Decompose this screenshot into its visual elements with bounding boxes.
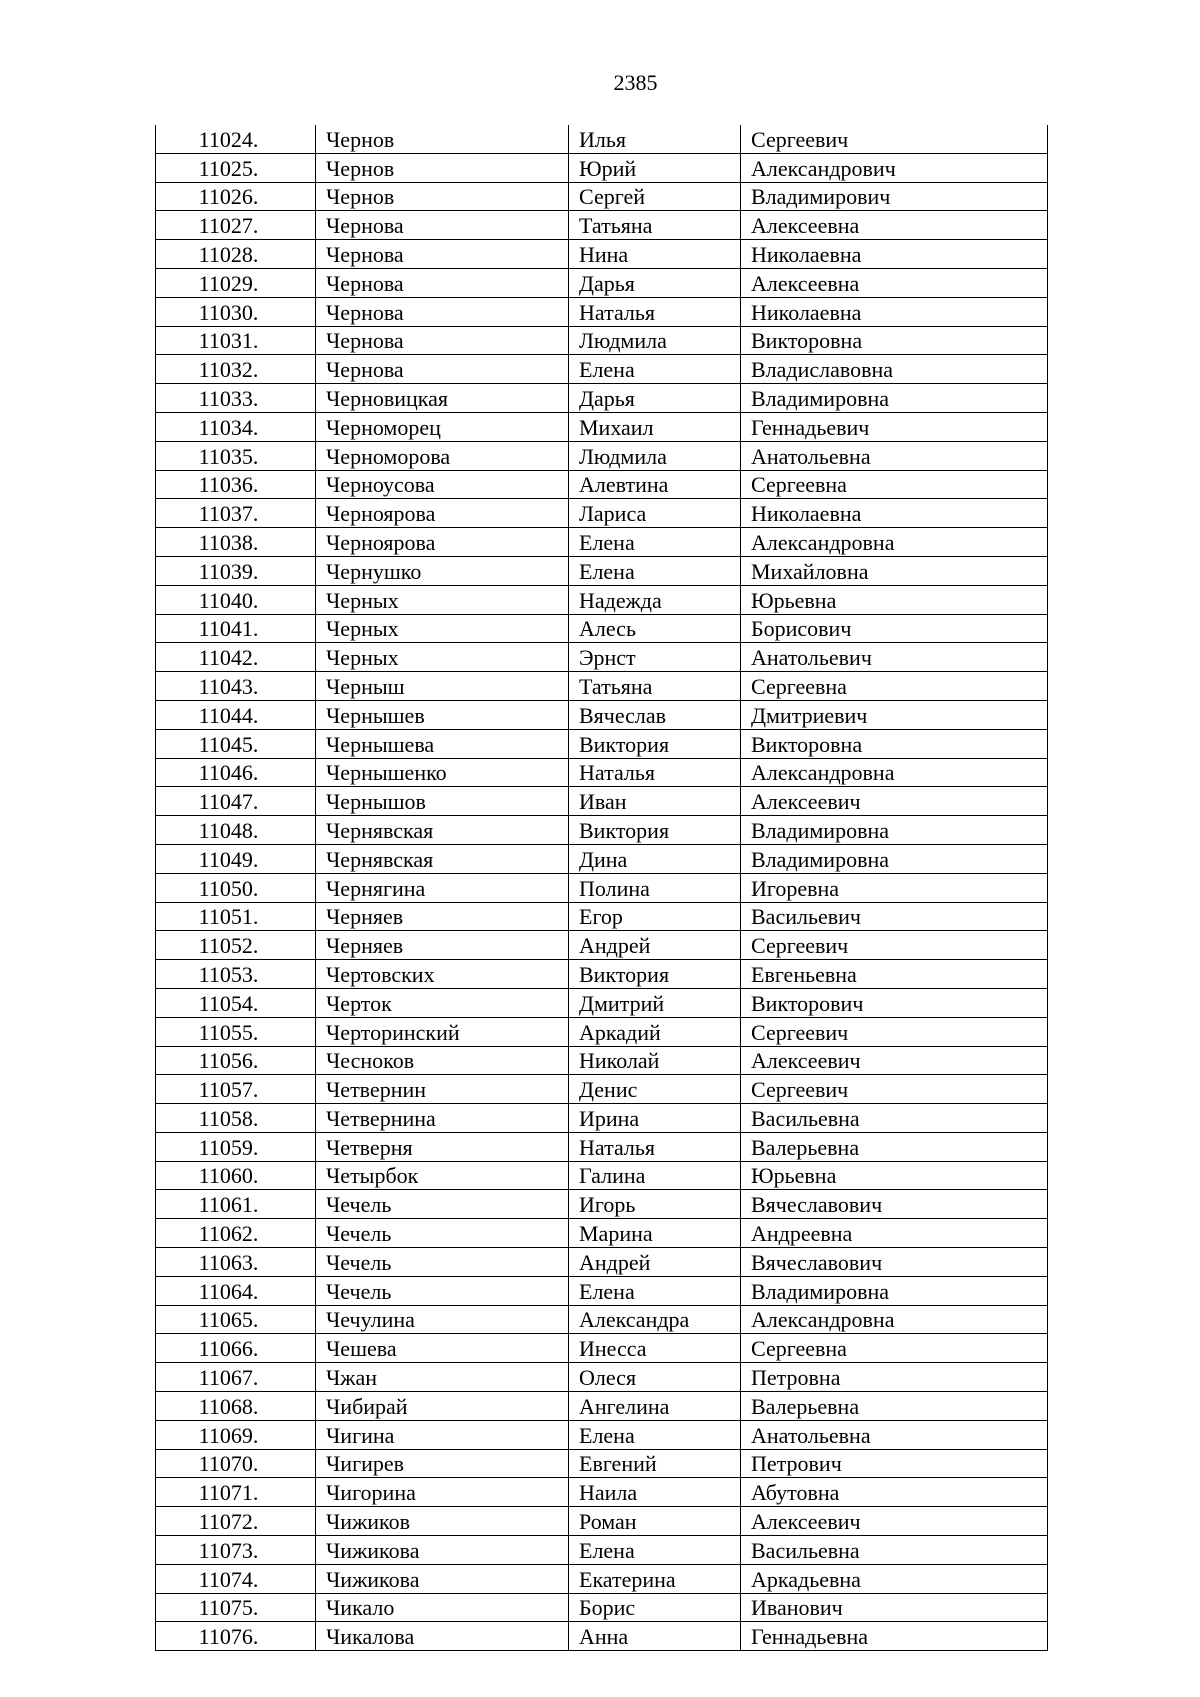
patronymic-cell: Алексеевич xyxy=(741,1507,1048,1536)
entry-number-cell: 11067. xyxy=(156,1363,316,1392)
last-name-cell: Чижикова xyxy=(316,1564,569,1593)
last-name-cell: Чесноков xyxy=(316,1046,569,1075)
entry-number-cell: 11071. xyxy=(156,1478,316,1507)
first-name-cell: Сергей xyxy=(569,182,741,211)
entry-number-cell: 11052. xyxy=(156,931,316,960)
first-name-cell: Евгений xyxy=(569,1449,741,1478)
first-name-cell: Наталья xyxy=(569,758,741,787)
entry-number-cell: 11057. xyxy=(156,1075,316,1104)
last-name-cell: Чигина xyxy=(316,1420,569,1449)
first-name-cell: Ангелина xyxy=(569,1392,741,1421)
entry-number-cell: 11024. xyxy=(156,125,316,153)
last-name-cell: Чернышева xyxy=(316,729,569,758)
first-name-cell: Алевтина xyxy=(569,470,741,499)
first-name-cell: Андрей xyxy=(569,1248,741,1277)
patronymic-cell: Анатольевич xyxy=(741,643,1048,672)
first-name-cell: Анна xyxy=(569,1622,741,1651)
last-name-cell: Чернягина xyxy=(316,873,569,902)
last-name-cell: Черновицкая xyxy=(316,384,569,413)
patronymic-cell: Васильевна xyxy=(741,1104,1048,1133)
last-name-cell: Черторинский xyxy=(316,1017,569,1046)
patronymic-cell: Вячеславович xyxy=(741,1190,1048,1219)
last-name-cell: Чибирай xyxy=(316,1392,569,1421)
last-name-cell: Чернова xyxy=(316,297,569,326)
last-name-cell: Черноморец xyxy=(316,412,569,441)
patronymic-cell: Сергеевна xyxy=(741,470,1048,499)
first-name-cell: Иван xyxy=(569,787,741,816)
patronymic-cell: Петрович xyxy=(741,1449,1048,1478)
first-name-cell: Татьяна xyxy=(569,211,741,240)
table-row xyxy=(156,211,1048,240)
first-name-cell: Михаил xyxy=(569,412,741,441)
first-name-cell: Денис xyxy=(569,1075,741,1104)
table-row xyxy=(156,384,1048,413)
table-body xyxy=(156,125,1048,1651)
entry-number-cell: 11051. xyxy=(156,902,316,931)
entry-number-cell: 11042. xyxy=(156,643,316,672)
last-name-cell: Чертовских xyxy=(316,960,569,989)
entry-number-cell: 11031. xyxy=(156,326,316,355)
table-row xyxy=(156,1420,1048,1449)
first-name-cell: Виктория xyxy=(569,816,741,845)
patronymic-cell: Александровна xyxy=(741,1305,1048,1334)
entry-number-cell: 11074. xyxy=(156,1564,316,1593)
last-name-cell: Черноярова xyxy=(316,499,569,528)
table-row xyxy=(156,902,1048,931)
patronymic-cell: Игоревна xyxy=(741,873,1048,902)
last-name-cell: Чжан xyxy=(316,1363,569,1392)
first-name-cell: Елена xyxy=(569,556,741,585)
first-name-cell: Наталья xyxy=(569,1132,741,1161)
first-name-cell: Екатерина xyxy=(569,1564,741,1593)
table-row xyxy=(156,787,1048,816)
patronymic-cell: Николаевна xyxy=(741,240,1048,269)
table-row xyxy=(156,758,1048,787)
first-name-cell: Елена xyxy=(569,1420,741,1449)
last-name-cell: Чечулина xyxy=(316,1305,569,1334)
entry-number-cell: 11039. xyxy=(156,556,316,585)
first-name-cell: Эрнст xyxy=(569,643,741,672)
table-row xyxy=(156,585,1048,614)
first-name-cell: Елена xyxy=(569,1536,741,1565)
table-row xyxy=(156,1593,1048,1622)
entry-number-cell: 11059. xyxy=(156,1132,316,1161)
first-name-cell: Борис xyxy=(569,1593,741,1622)
table-row xyxy=(156,1276,1048,1305)
patronymic-cell: Анатольевна xyxy=(741,441,1048,470)
entry-number-cell: 11069. xyxy=(156,1420,316,1449)
last-name-cell: Чечель xyxy=(316,1190,569,1219)
patronymic-cell: Алексеевна xyxy=(741,268,1048,297)
last-name-cell: Чечель xyxy=(316,1219,569,1248)
last-name-cell: Четверня xyxy=(316,1132,569,1161)
patronymic-cell: Викторовна xyxy=(741,326,1048,355)
last-name-cell: Черных xyxy=(316,585,569,614)
table-row xyxy=(156,470,1048,499)
first-name-cell: Елена xyxy=(569,355,741,384)
entry-number-cell: 11029. xyxy=(156,268,316,297)
entry-number-cell: 11072. xyxy=(156,1507,316,1536)
first-name-cell: Егор xyxy=(569,902,741,931)
patronymic-cell: Владимировна xyxy=(741,844,1048,873)
patronymic-cell: Александровна xyxy=(741,528,1048,557)
first-name-cell: Инесса xyxy=(569,1334,741,1363)
last-name-cell: Четвернин xyxy=(316,1075,569,1104)
table-row xyxy=(156,700,1048,729)
first-name-cell: Аркадий xyxy=(569,1017,741,1046)
entry-number-cell: 11058. xyxy=(156,1104,316,1133)
first-name-cell: Елена xyxy=(569,1276,741,1305)
last-name-cell: Чернова xyxy=(316,326,569,355)
patronymic-cell: Алексеевич xyxy=(741,1046,1048,1075)
last-name-cell: Чернова xyxy=(316,268,569,297)
patronymic-cell: Геннадьевна xyxy=(741,1622,1048,1651)
patronymic-cell: Александровна xyxy=(741,758,1048,787)
table-row xyxy=(156,240,1048,269)
first-name-cell: Игорь xyxy=(569,1190,741,1219)
table-row xyxy=(156,182,1048,211)
patronymic-cell: Анатольевна xyxy=(741,1420,1048,1449)
first-name-cell: Полина xyxy=(569,873,741,902)
patronymic-cell: Владимировна xyxy=(741,384,1048,413)
last-name-cell: Чижиков xyxy=(316,1507,569,1536)
last-name-cell: Черноусова xyxy=(316,470,569,499)
table-row xyxy=(156,556,1048,585)
first-name-cell: Дмитрий xyxy=(569,988,741,1017)
entry-number-cell: 11026. xyxy=(156,182,316,211)
patronymic-cell: Васильевич xyxy=(741,902,1048,931)
entry-number-cell: 11034. xyxy=(156,412,316,441)
last-name-cell: Чечель xyxy=(316,1248,569,1277)
table-row xyxy=(156,1075,1048,1104)
first-name-cell: Галина xyxy=(569,1161,741,1190)
first-name-cell: Алесь xyxy=(569,614,741,643)
entry-number-cell: 11038. xyxy=(156,528,316,557)
table-row xyxy=(156,614,1048,643)
last-name-cell: Чернышев xyxy=(316,700,569,729)
patronymic-cell: Петровна xyxy=(741,1363,1048,1392)
entry-number-cell: 11027. xyxy=(156,211,316,240)
entry-number-cell: 11062. xyxy=(156,1219,316,1248)
entry-number-cell: 11073. xyxy=(156,1536,316,1565)
patronymic-cell: Васильевна xyxy=(741,1536,1048,1565)
patronymic-cell: Валерьевна xyxy=(741,1392,1048,1421)
first-name-cell: Надежда xyxy=(569,585,741,614)
entry-number-cell: 11075. xyxy=(156,1593,316,1622)
patronymic-cell: Сергеевич xyxy=(741,931,1048,960)
patronymic-cell: Сергеевна xyxy=(741,672,1048,701)
patronymic-cell: Владимировна xyxy=(741,1276,1048,1305)
table-row xyxy=(156,1161,1048,1190)
first-name-cell: Людмила xyxy=(569,326,741,355)
last-name-cell: Чернов xyxy=(316,182,569,211)
last-name-cell: Чернова xyxy=(316,211,569,240)
table-row xyxy=(156,643,1048,672)
table-row xyxy=(156,1305,1048,1334)
last-name-cell: Чигорина xyxy=(316,1478,569,1507)
table-row xyxy=(156,1392,1048,1421)
patronymic-cell: Владимировна xyxy=(741,816,1048,845)
last-name-cell: Чернова xyxy=(316,240,569,269)
last-name-cell: Чернышенко xyxy=(316,758,569,787)
entry-number-cell: 11028. xyxy=(156,240,316,269)
patronymic-cell: Андреевна xyxy=(741,1219,1048,1248)
entry-number-cell: 11068. xyxy=(156,1392,316,1421)
table-row xyxy=(156,499,1048,528)
table-row xyxy=(156,528,1048,557)
last-name-cell: Чернышов xyxy=(316,787,569,816)
entry-number-cell: 11036. xyxy=(156,470,316,499)
entry-number-cell: 11037. xyxy=(156,499,316,528)
patronymic-cell: Геннадьевич xyxy=(741,412,1048,441)
first-name-cell: Роман xyxy=(569,1507,741,1536)
first-name-cell: Наила xyxy=(569,1478,741,1507)
last-name-cell: Чижикова xyxy=(316,1536,569,1565)
entry-number-cell: 11041. xyxy=(156,614,316,643)
table-row xyxy=(156,988,1048,1017)
first-name-cell: Марина xyxy=(569,1219,741,1248)
table-row xyxy=(156,816,1048,845)
entry-number-cell: 11033. xyxy=(156,384,316,413)
first-name-cell: Дарья xyxy=(569,268,741,297)
last-name-cell: Черныш xyxy=(316,672,569,701)
table-row xyxy=(156,873,1048,902)
entry-number-cell: 11043. xyxy=(156,672,316,701)
entry-number-cell: 11064. xyxy=(156,1276,316,1305)
first-name-cell: Александра xyxy=(569,1305,741,1334)
entry-number-cell: 11050. xyxy=(156,873,316,902)
first-name-cell: Татьяна xyxy=(569,672,741,701)
table-row xyxy=(156,1334,1048,1363)
entry-number-cell: 11054. xyxy=(156,988,316,1017)
first-name-cell: Виктория xyxy=(569,960,741,989)
entry-number-cell: 11046. xyxy=(156,758,316,787)
last-name-cell: Черток xyxy=(316,988,569,1017)
patronymic-cell: Владимирович xyxy=(741,182,1048,211)
entry-number-cell: 11030. xyxy=(156,297,316,326)
table-row xyxy=(156,1132,1048,1161)
first-name-cell: Дарья xyxy=(569,384,741,413)
last-name-cell: Чешева xyxy=(316,1334,569,1363)
patronymic-cell: Николаевна xyxy=(741,297,1048,326)
entry-number-cell: 11032. xyxy=(156,355,316,384)
table-row xyxy=(156,326,1048,355)
patronymic-cell: Владиславовна xyxy=(741,355,1048,384)
table-row xyxy=(156,1564,1048,1593)
table-row xyxy=(156,1219,1048,1248)
entry-number-cell: 11048. xyxy=(156,816,316,845)
table-row xyxy=(156,960,1048,989)
table-row xyxy=(156,1190,1048,1219)
patronymic-cell: Борисович xyxy=(741,614,1048,643)
table-row xyxy=(156,1104,1048,1133)
entry-number-cell: 11076. xyxy=(156,1622,316,1651)
entry-number-cell: 11063. xyxy=(156,1248,316,1277)
table-row xyxy=(156,125,1048,153)
first-name-cell: Вячеслав xyxy=(569,700,741,729)
first-name-cell: Елена xyxy=(569,528,741,557)
last-name-cell: Чернявская xyxy=(316,816,569,845)
entry-number-cell: 11065. xyxy=(156,1305,316,1334)
last-name-cell: Чернова xyxy=(316,355,569,384)
table-row xyxy=(156,441,1048,470)
first-name-cell: Илья xyxy=(569,125,741,153)
last-name-cell: Черных xyxy=(316,614,569,643)
table-row xyxy=(156,1017,1048,1046)
entry-number-cell: 11045. xyxy=(156,729,316,758)
entry-number-cell: 11055. xyxy=(156,1017,316,1046)
last-name-cell: Чернявская xyxy=(316,844,569,873)
last-name-cell: Четвернина xyxy=(316,1104,569,1133)
table-row xyxy=(156,412,1048,441)
table-row xyxy=(156,297,1048,326)
table-row xyxy=(156,1478,1048,1507)
table-row xyxy=(156,355,1048,384)
first-name-cell: Андрей xyxy=(569,931,741,960)
patronymic-cell: Юрьевна xyxy=(741,585,1048,614)
patronymic-cell: Юрьевна xyxy=(741,1161,1048,1190)
entry-number-cell: 11066. xyxy=(156,1334,316,1363)
patronymic-cell: Дмитриевич xyxy=(741,700,1048,729)
first-name-cell: Виктория xyxy=(569,729,741,758)
first-name-cell: Олеся xyxy=(569,1363,741,1392)
table-row xyxy=(156,1046,1048,1075)
first-name-cell: Юрий xyxy=(569,153,741,182)
patronymic-cell: Сергеевна xyxy=(741,1334,1048,1363)
patronymic-cell: Вячеславович xyxy=(741,1248,1048,1277)
last-name-cell: Черных xyxy=(316,643,569,672)
entry-number-cell: 11044. xyxy=(156,700,316,729)
patronymic-cell: Евгеньевна xyxy=(741,960,1048,989)
patronymic-cell: Сергеевич xyxy=(741,125,1048,153)
table-row xyxy=(156,1536,1048,1565)
first-name-cell: Наталья xyxy=(569,297,741,326)
last-name-cell: Чикало xyxy=(316,1593,569,1622)
patronymic-cell: Алексеевна xyxy=(741,211,1048,240)
patronymic-cell: Сергеевич xyxy=(741,1075,1048,1104)
last-name-cell: Черноярова xyxy=(316,528,569,557)
last-name-cell: Чернушко xyxy=(316,556,569,585)
patronymic-cell: Сергеевич xyxy=(741,1017,1048,1046)
entry-number-cell: 11060. xyxy=(156,1161,316,1190)
patronymic-cell: Иванович xyxy=(741,1593,1048,1622)
last-name-cell: Черняев xyxy=(316,902,569,931)
entry-number-cell: 11056. xyxy=(156,1046,316,1075)
first-name-cell: Лариса xyxy=(569,499,741,528)
table-row xyxy=(156,931,1048,960)
entry-number-cell: 11061. xyxy=(156,1190,316,1219)
table-row xyxy=(156,729,1048,758)
entry-number-cell: 11070. xyxy=(156,1449,316,1478)
table-row xyxy=(156,1507,1048,1536)
patronymic-cell: Алексеевич xyxy=(741,787,1048,816)
table-row xyxy=(156,268,1048,297)
last-name-cell: Чечель xyxy=(316,1276,569,1305)
first-name-cell: Николай xyxy=(569,1046,741,1075)
last-name-cell: Черноморова xyxy=(316,441,569,470)
last-name-cell: Чикалова xyxy=(316,1622,569,1651)
patronymic-cell: Николаевна xyxy=(741,499,1048,528)
table-row xyxy=(156,1449,1048,1478)
table-row xyxy=(156,1622,1048,1651)
first-name-cell: Ирина xyxy=(569,1104,741,1133)
patronymic-cell: Викторович xyxy=(741,988,1048,1017)
table-row xyxy=(156,1248,1048,1277)
patronymic-cell: Михайловна xyxy=(741,556,1048,585)
patronymic-cell: Валерьевна xyxy=(741,1132,1048,1161)
entry-number-cell: 11040. xyxy=(156,585,316,614)
table-row xyxy=(156,672,1048,701)
patronymic-cell: Александрович xyxy=(741,153,1048,182)
entry-number-cell: 11025. xyxy=(156,153,316,182)
entry-number-cell: 11035. xyxy=(156,441,316,470)
table-row xyxy=(156,1363,1048,1392)
last-name-cell: Чигирев xyxy=(316,1449,569,1478)
patronymic-cell: Аркадьевна xyxy=(741,1564,1048,1593)
last-name-cell: Чернов xyxy=(316,153,569,182)
first-name-cell: Дина xyxy=(569,844,741,873)
table-row xyxy=(156,153,1048,182)
patronymic-cell: Абутовна xyxy=(741,1478,1048,1507)
entry-number-cell: 11047. xyxy=(156,787,316,816)
last-name-cell: Чернов xyxy=(316,125,569,153)
entry-number-cell: 11049. xyxy=(156,844,316,873)
entry-number-cell: 11053. xyxy=(156,960,316,989)
name-register-table xyxy=(155,125,1048,1651)
last-name-cell: Четырбок xyxy=(316,1161,569,1190)
patronymic-cell: Викторовна xyxy=(741,729,1048,758)
table-row xyxy=(156,844,1048,873)
first-name-cell: Людмила xyxy=(569,441,741,470)
page-number: 2385 xyxy=(613,70,658,95)
last-name-cell: Черняев xyxy=(316,931,569,960)
first-name-cell: Нина xyxy=(569,240,741,269)
